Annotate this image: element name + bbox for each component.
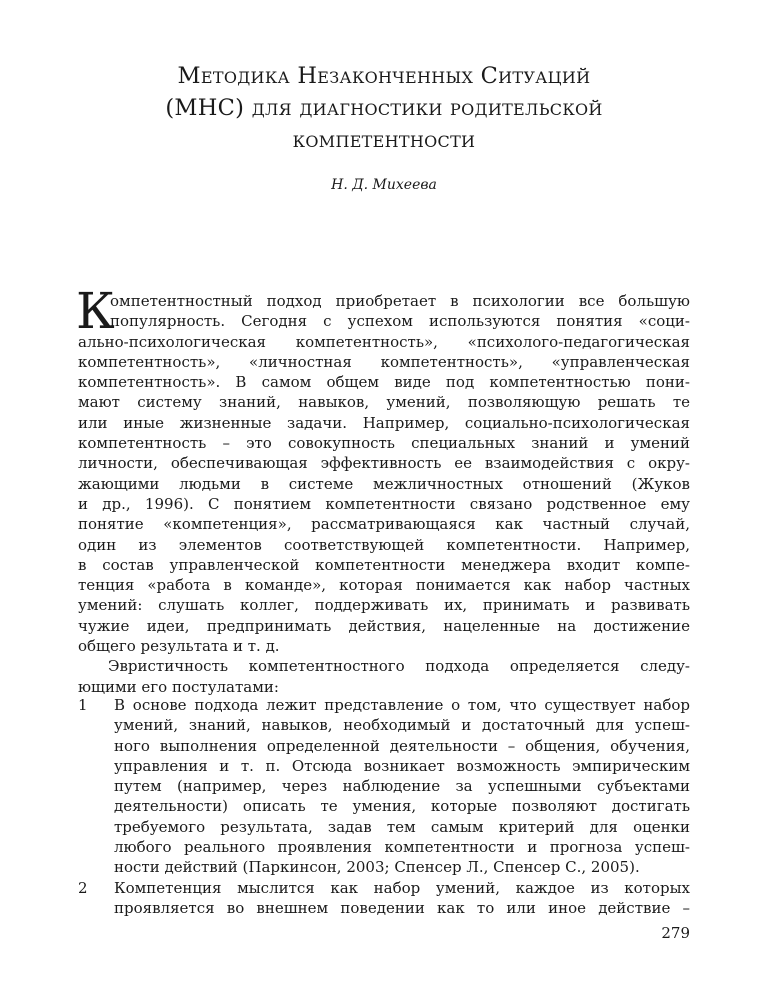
- text-line: В основе подхода лежит представление о том, что существует набор: [114, 696, 690, 714]
- text-line: путем (например, через наблюдение за успешными субъектами: [114, 777, 690, 796]
- text-line: чужие идеи, предпринимать действия, нацеленные на достижение: [78, 616, 690, 635]
- postulates-list: [78, 695, 690, 918]
- title-line-1: Методика Незаконченных Ситуаций: [177, 63, 591, 89]
- text-line: управления и т. п. Отсюда возникает возможность эмпирическим: [114, 756, 690, 775]
- paragraph-2: [78, 656, 690, 697]
- list-item-text: [114, 695, 690, 878]
- text-line: общего результата и т. д.: [78, 637, 280, 656]
- list-item-number: 1: [78, 696, 88, 714]
- text-line: и др., 1996). С понятием компетентности связано родственное ему: [78, 494, 690, 513]
- title-line-2: (МНС) для диагностики родительской: [165, 95, 603, 121]
- article-title: [78, 60, 690, 156]
- list-item-text: [114, 878, 690, 919]
- text-line: ного выполнения определенной деятельности – общения, обучения,: [114, 736, 690, 755]
- text-line: ально-психологическая компетентность», «психолого-педагогическая: [78, 332, 690, 351]
- text-line: деятельности) описать те умения, которые позволяют достигать: [114, 797, 690, 816]
- list-item: [78, 695, 690, 878]
- text-line: компетентность». В самом общем виде под компетентностью пони-: [78, 373, 690, 392]
- text-line: Компетенция мыслится как набор умений, каждое из которых: [114, 878, 690, 897]
- text-line: любого реального проявления компетентности и прогноза успеш-: [114, 838, 690, 857]
- text-line: ющими его постулатами:: [78, 677, 279, 696]
- text-line: один из элементов соответствующей компетентности. Например,: [78, 535, 690, 554]
- text-line: личности, обеспечивающая эффективность ее взаимодействия с окру-: [78, 454, 690, 473]
- paragraph-1: [76, 282, 690, 656]
- title-line-3: компетентности: [292, 127, 476, 153]
- text-line: тенция «работа в команде», которая понимается как набор частных: [78, 576, 690, 595]
- list-item-number: 2: [78, 878, 88, 897]
- text-line: Эвристичность компетентностного подхода определяется следу-: [108, 657, 690, 676]
- text-line: компетентность – это совокупность специальных знаний и умений: [78, 434, 690, 453]
- drop-cap: К: [76, 282, 115, 340]
- text-line: понятие «компетенция», рассматривающаяся как частный случай,: [78, 515, 690, 534]
- text-line: умений, знаний, навыков, необходимый и достаточный для успеш-: [114, 716, 690, 735]
- text-line: или иные жизненные задачи. Например, социально-психологическая: [78, 413, 690, 432]
- author-name: Н. Д. Михеева: [331, 177, 437, 193]
- text-line: популярность. Сегодня с успехом используются понятия «соци-: [110, 312, 690, 331]
- text-line: жающими людьми в системе межличностных отношений (Жуков: [78, 474, 690, 493]
- text-line: омпетентностный подход приобретает в психологии все большую: [110, 292, 690, 310]
- article-body: [76, 282, 690, 697]
- page-number: 279: [661, 924, 690, 942]
- list-item: [78, 878, 690, 919]
- text-line: мают систему знаний, навыков, умений, позволяющую решать те: [78, 393, 690, 412]
- text-line: в состав управленческой компетентности менеджера входит компе-: [78, 555, 690, 574]
- text-line: компетентность», «личностная компетентность», «управленческая: [78, 352, 690, 371]
- text-line: умений: слушать коллег, поддерживать их, принимать и развивать: [78, 596, 690, 615]
- text-line: ности действий (Паркинсон, 2003; Спенсер Л., Спенсер С., 2005).: [114, 858, 640, 877]
- text-line: требуемого результата, задав тем самым критерий для оценки: [114, 817, 690, 836]
- text-line: проявляется во внешнем поведении как то или иное действие –: [114, 898, 690, 917]
